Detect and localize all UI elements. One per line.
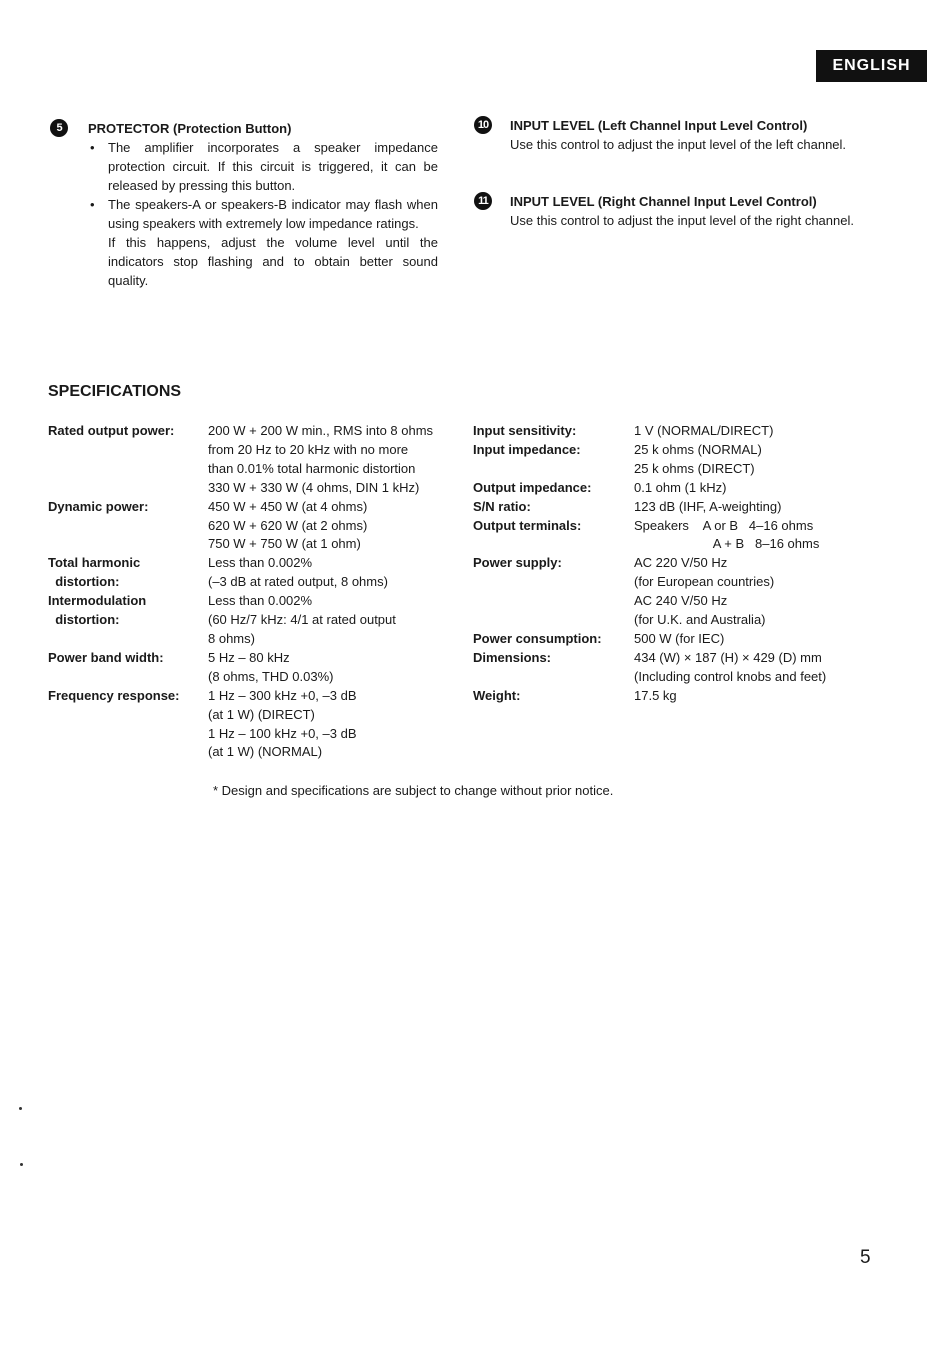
spec-value: (at 1 W) (DIRECT) — [208, 706, 315, 722]
spec-label: Power band width: — [48, 649, 164, 665]
spec-label — [48, 517, 208, 536]
spec-value: 434 (W) × 187 (H) × 429 (D) mm — [634, 649, 822, 665]
item-number-badge: 11 — [474, 192, 492, 210]
spec-row — [473, 649, 873, 668]
spec-value: Speakers A or B 4–16 ohms — [634, 517, 814, 533]
input-level-left-title: INPUT LEVEL (Left Channel Input Level Control) — [510, 118, 808, 133]
specs-right-column — [473, 422, 873, 706]
spec-value: (for European countries) — [634, 574, 775, 590]
spec-value: 450 W + 450 W (at 4 ohms) — [208, 498, 368, 514]
spec-label — [48, 706, 208, 725]
spec-row — [48, 441, 458, 460]
spec-row — [473, 573, 873, 592]
spec-row — [48, 649, 458, 668]
spec-label — [48, 630, 208, 649]
spec-row — [48, 687, 458, 706]
protector-title: PROTECTOR (Protection Button) — [88, 121, 292, 136]
spec-label — [473, 460, 634, 479]
spec-row — [473, 460, 873, 479]
protector-bullet: • The speakers-A or speakers-B indicator may flash when using speakers with extremely low impedance ratings. — [88, 195, 438, 233]
spec-label: Rated output power: — [48, 423, 175, 438]
spec-row — [48, 535, 458, 554]
spec-value: (Including control knobs and feet) — [634, 668, 827, 684]
spec-value: 330 W + 330 W (4 ohms, DIN 1 kHz) — [208, 479, 420, 495]
spec-label — [473, 592, 634, 611]
spec-label: Weight: — [473, 687, 521, 703]
spec-label — [473, 668, 634, 687]
spec-row — [473, 611, 873, 630]
spec-label: S/N ratio: — [473, 498, 531, 514]
input-level-right-title: INPUT LEVEL (Right Channel Input Level Control) — [510, 194, 817, 209]
spec-value: AC 240 V/50 Hz — [634, 593, 728, 609]
spec-value: (at 1 W) (NORMAL) — [208, 744, 323, 760]
spec-value: AC 220 V/50 Hz — [634, 555, 728, 571]
specs-left-column — [48, 422, 458, 762]
spec-value: (for U.K. and Australia) — [634, 612, 766, 628]
scan-speck — [20, 1163, 23, 1166]
spec-label: Power supply: — [473, 555, 562, 571]
spec-row — [473, 630, 873, 649]
spec-label — [48, 725, 208, 744]
input-level-right-section — [510, 192, 862, 230]
spec-row — [473, 479, 873, 498]
spec-row — [473, 498, 873, 517]
spec-value: Less than 0.002% — [208, 593, 313, 609]
spec-value: 123 dB (IHF, A-weighting) — [634, 498, 782, 514]
spec-row — [48, 573, 458, 592]
spec-row — [473, 517, 873, 536]
spec-row — [473, 535, 873, 554]
spec-value: 750 W + 750 W (at 1 ohm) — [208, 536, 361, 552]
spec-value: 8 ohms) — [208, 630, 255, 646]
spec-value: than 0.01% total harmonic distortion — [208, 460, 416, 476]
spec-value: Less than 0.002% — [208, 555, 313, 571]
spec-label: Dimensions: — [473, 649, 552, 665]
spec-value: 25 k ohms (NORMAL) — [634, 441, 762, 457]
spec-label: Input impedance: — [473, 441, 581, 457]
spec-value: 5 Hz – 80 kHz — [208, 649, 290, 665]
spec-label — [48, 460, 208, 479]
spec-label: Dynamic power: — [48, 498, 149, 514]
spec-value: 25 k ohms (DIRECT) — [634, 460, 755, 476]
language-tab: ENGLISH — [816, 50, 927, 82]
spec-value: 200 W + 200 W min., RMS into 8 ohms — [208, 423, 434, 438]
spec-row — [48, 706, 458, 725]
spec-label — [473, 611, 634, 630]
spec-row — [473, 687, 873, 706]
spec-label — [48, 743, 208, 762]
spec-label: Power consumption: — [473, 630, 602, 646]
spec-label — [48, 535, 208, 554]
spec-label — [48, 479, 208, 498]
spec-row — [48, 630, 458, 649]
spec-row — [473, 441, 873, 460]
spec-row — [48, 517, 458, 536]
item-number-badge: 10 — [474, 116, 492, 134]
spec-label — [473, 573, 634, 592]
spec-value: 0.1 ohm (1 kHz) — [634, 479, 727, 495]
protector-note: If this happens, adjust the volume level until the indicators stop flashing and to obtain better sound quality. — [108, 235, 438, 288]
spec-row — [48, 668, 458, 687]
input-level-right-text: Use this control to adjust the input level of the right channel. — [510, 213, 854, 228]
spec-value: (60 Hz/7 kHz: 4/1 at rated output — [208, 612, 396, 628]
input-level-left-section — [510, 116, 862, 154]
spec-label — [48, 441, 208, 460]
spec-label: distortion: — [48, 612, 120, 628]
spec-change-note: * Design and specifications are subject to change without prior notice. — [213, 783, 614, 798]
specifications-heading: SPECIFICATIONS — [48, 383, 182, 400]
spec-label: Output terminals: — [473, 517, 582, 533]
spec-row — [48, 422, 458, 441]
spec-label — [48, 668, 208, 687]
spec-row — [473, 592, 873, 611]
scan-speck — [19, 1107, 22, 1110]
spec-value: 500 W (for IEC) — [634, 630, 725, 646]
spec-label: Input sensitivity: — [473, 423, 577, 438]
spec-label: Output impedance: — [473, 479, 592, 495]
spec-value: A + B 8–16 ohms — [634, 536, 820, 552]
item-number-badge: 5 — [50, 119, 68, 137]
spec-label: Frequency response: — [48, 687, 180, 703]
spec-row — [48, 743, 458, 762]
spec-value: 17.5 kg — [634, 687, 677, 703]
spec-value: 1 Hz – 100 kHz +0, –3 dB — [208, 725, 357, 741]
spec-row — [473, 554, 873, 573]
spec-value: from 20 Hz to 20 kHz with no more — [208, 441, 409, 457]
spec-label — [473, 535, 634, 554]
spec-row — [48, 554, 458, 573]
spec-row — [48, 725, 458, 744]
page-number: 5 — [860, 1247, 871, 1268]
spec-value: (–3 dB at rated output, 8 ohms) — [208, 574, 388, 590]
spec-label: distortion: — [48, 574, 120, 590]
spec-row — [48, 592, 458, 611]
spec-row — [48, 611, 458, 630]
spec-value: 1 V (NORMAL/DIRECT) — [634, 423, 774, 438]
spec-value: (8 ohms, THD 0.03%) — [208, 668, 334, 684]
spec-label: Intermodulation — [48, 593, 147, 609]
spec-row — [473, 668, 873, 687]
spec-row — [48, 479, 458, 498]
input-level-left-text: Use this control to adjust the input level of the left channel. — [510, 137, 847, 152]
protector-section — [88, 119, 438, 290]
spec-row — [48, 460, 458, 479]
spec-row — [473, 422, 873, 441]
spec-row — [48, 498, 458, 517]
spec-value: 1 Hz – 300 kHz +0, –3 dB — [208, 687, 357, 703]
spec-value: 620 W + 620 W (at 2 ohms) — [208, 517, 368, 533]
spec-label: Total harmonic — [48, 555, 141, 571]
protector-bullet: • The amplifier incorporates a speaker impedance protection circuit. If this circuit is triggered, it can be released by pressing this button. — [88, 138, 438, 195]
